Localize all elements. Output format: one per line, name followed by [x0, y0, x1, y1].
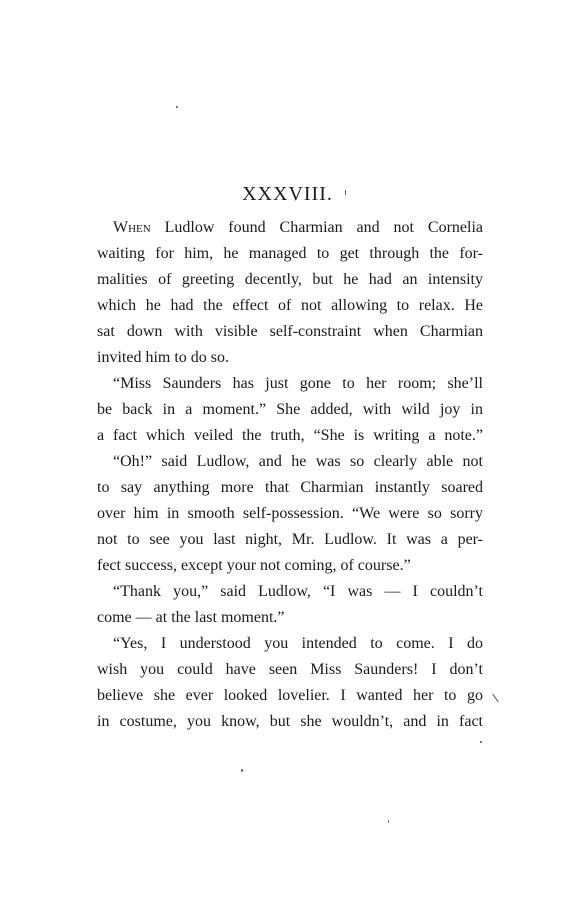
text-line: over him in smooth self-possession. “We were so sorry: [97, 505, 483, 522]
text-line: invited him to do so.: [97, 349, 229, 366]
text-line: be back in a moment.” She added, with wild joy in: [97, 401, 483, 418]
scan-speck: [176, 106, 178, 108]
scan-speck: [388, 820, 389, 823]
text-line: sat down with visible self-constraint when Charmian: [97, 323, 483, 340]
body-text: [97, 215, 483, 735]
text-line: “Miss Saunders has just gone to her room; she’ll: [113, 375, 483, 392]
text-line: When Ludlow found Charmian and not Cornelia: [113, 219, 483, 236]
scan-speck: [480, 741, 482, 743]
scan-speck: [241, 769, 243, 772]
text-line: come — at the last moment.”: [97, 609, 285, 626]
text-line: malities of greeting decently, but he had an intensity: [97, 271, 483, 288]
text-line: “Thank you,” said Ludlow, “I was — I couldn’t: [113, 583, 483, 600]
scan-speck: [492, 694, 499, 703]
text-line: not to see you last night, Mr. Ludlow. It was a per-: [97, 531, 483, 548]
text-line: “Oh!” said Ludlow, and he was so clearly able not: [113, 453, 483, 470]
text-line: a fact which veiled the truth, “She is writing a note.”: [97, 427, 483, 444]
text-line: to say anything more that Charmian instantly soared: [97, 479, 483, 496]
text-line: fect success, except your not coming, of course.”: [97, 557, 411, 574]
drop-word: When: [113, 219, 151, 236]
text-line: which he had the effect of not allowing to relax. He: [97, 297, 483, 314]
text-line: in costume, you know, but she wouldn’t, and in fact: [97, 713, 483, 730]
text-line: wish you could have seen Miss Saunders! I don’t: [97, 661, 483, 678]
text-line: “Yes, I understood you intended to come. I do: [113, 635, 483, 652]
chapter-heading: XXXVIII.: [242, 183, 333, 205]
text-line: believe she ever looked lovelier. I wanted her to go: [97, 687, 483, 704]
text-line: waiting for him, he managed to get through the for-: [97, 245, 483, 262]
